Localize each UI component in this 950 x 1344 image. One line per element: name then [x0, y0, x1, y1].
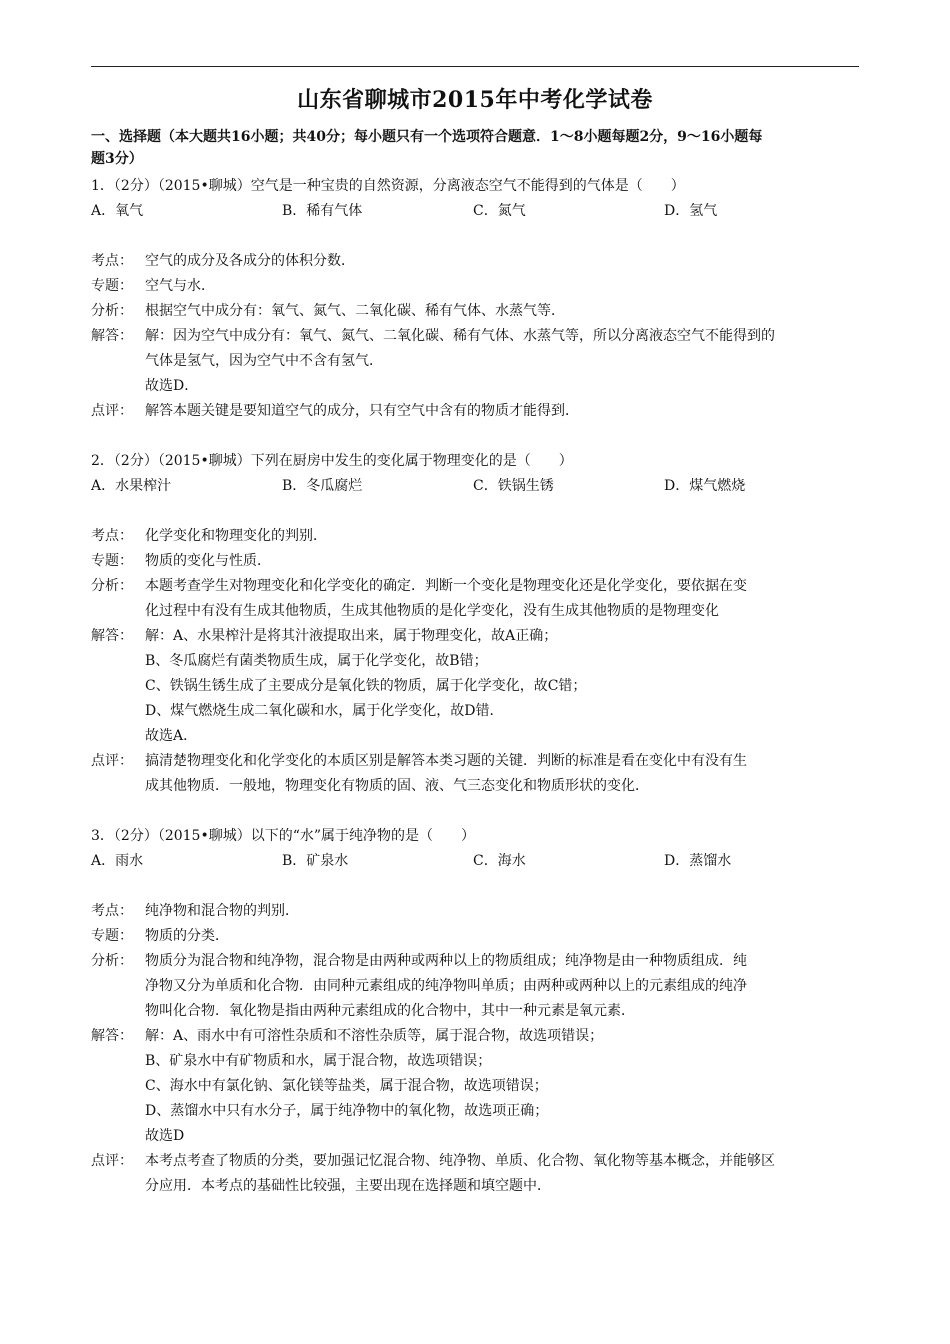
option-b: B．稀有气体 [282, 203, 363, 219]
question-stem: 3．（2分）（2015•聊城）以下的“水”属于纯净物的是（ ） [91, 828, 476, 844]
section-heading-line: 题3分） [91, 151, 143, 167]
analysis-text: 本考点考查了物质的分类，要加强记忆混合物、纯净物、单质、化合物、氧化物等基本概念，并能够区 [145, 1153, 775, 1169]
question-options [91, 474, 861, 499]
analysis-label: 解答： [91, 628, 133, 644]
option-b: B．冬瓜腐烂 [282, 478, 363, 494]
option-b: B．矿泉水 [282, 853, 349, 869]
analysis-text: B、冬瓜腐烂有菌类物质生成，属于化学变化，故B错； [145, 653, 488, 669]
analysis-text: 解答本题关键是要知道空气的成分，只有空气中含有的物质才能得到． [145, 403, 579, 419]
analysis-text: 物质的分类． [145, 928, 229, 944]
question-3 [91, 824, 861, 1199]
analysis-fenxi [91, 299, 861, 324]
option-a: A．氧气 [91, 203, 144, 219]
analysis-label: 解答： [91, 1028, 133, 1044]
analysis-dianping [91, 399, 861, 424]
analysis-text: 化学变化和物理变化的判别． [145, 528, 327, 544]
analysis-text: 故选A． [145, 728, 198, 744]
analysis-text: 搞清楚物理变化和化学变化的本质区别是解答本类习题的关键．判断的标准是看在变化中有没有生 [145, 753, 747, 769]
analysis-text: 本题考查学生对物理变化和化学变化的确定．判断一个变化是物理变化还是化学变化，要依据在变 [145, 578, 747, 594]
analysis-dianping [91, 749, 861, 799]
analysis-text: 物质分为混合物和纯净物，混合物是由两种或两种以上的物质组成；纯净物是由一种物质组成．纯 [145, 953, 747, 969]
analysis-kaodian [91, 899, 861, 924]
analysis-jieda [91, 1024, 861, 1149]
analysis-label: 分析： [91, 953, 133, 969]
option-c: C．铁锅生锈 [473, 478, 554, 494]
analysis-fenxi [91, 574, 861, 624]
analysis-text: 分应用．本考点的基础性比较强，主要出现在选择题和填空题中． [145, 1178, 551, 1194]
analysis-text: D、蒸馏水中只有水分子，属于纯净物中的氧化物，故选项正确； [145, 1103, 549, 1119]
analysis-kaodian [91, 524, 861, 549]
analysis-text: 成其他物质．一般地，物理变化有物质的固、液、气三态变化和物质形状的变化． [145, 778, 649, 794]
analysis-text: 化过程中有没有生成其他物质，生成其他物质的是化学变化，没有生成其他物质的是物理变化 [145, 603, 719, 619]
question-1 [91, 174, 861, 424]
analysis-text: 物叫化合物．氧化物是指由两种元素组成的化合物中，其中一种元素是氧元素． [145, 1003, 635, 1019]
analysis-text: 解：A、水果榨汁是将其汁液提取出来，属于物理变化，故A正确； [145, 628, 558, 644]
analysis-dianping [91, 1149, 861, 1199]
section-heading [91, 126, 861, 170]
analysis-text: 物质的变化与性质． [145, 553, 271, 569]
analysis-fenxi [91, 949, 861, 1024]
analysis-text: 气体是氢气，因为空气中不含有氢气． [145, 353, 383, 369]
option-d: D．煤气燃烧 [664, 478, 746, 494]
analysis-jieda [91, 324, 861, 399]
option-c: C．海水 [473, 853, 526, 869]
analysis-text: 解：因为空气中成分有：氧气、氮气、二氧化碳、稀有气体、水蒸气等，所以分离液态空气不能得到的 [145, 328, 775, 344]
analysis-text: 空气与水． [145, 278, 215, 294]
analysis-text: C、海水中有氯化钠、氯化镁等盐类，属于混合物，故选项错误； [145, 1078, 548, 1094]
option-c: C．氮气 [473, 203, 526, 219]
question-2 [91, 449, 861, 799]
analysis-text: C、铁锅生锈生成了主要成分是氧化铁的物质，属于化学变化，故C错； [145, 678, 587, 694]
analysis-text: 空气的成分及各成分的体积分数． [145, 253, 355, 269]
analysis-label: 专题： [91, 278, 133, 294]
question-options [91, 199, 861, 224]
option-d: D．氢气 [664, 203, 718, 219]
option-a: A．雨水 [91, 853, 144, 869]
analysis-text: 根据空气中成分有：氧气、氮气、二氧化碳、稀有气体、水蒸气等． [145, 303, 565, 319]
analysis-label: 专题： [91, 553, 133, 569]
question-stem: 2．（2分）（2015•聊城）下列在厨房中发生的变化属于物理变化的是（ ） [91, 453, 573, 469]
section-heading-line: 一、选择题（本大题共16小题；共40分；每小题只有一个选项符合题意．1～8小题每题2分，9～16小题每 [91, 129, 763, 145]
analysis-label: 解答： [91, 328, 133, 344]
analysis-text: D、煤气燃烧生成二氧化碳和水，属于化学变化，故D错． [145, 703, 504, 719]
analysis-label: 考点： [91, 528, 133, 544]
analysis-text: 故选D [145, 1128, 185, 1144]
page-title: 山东省聊城市2015年中考化学试卷 [297, 87, 653, 113]
analysis-label: 专题： [91, 928, 133, 944]
analysis-label: 考点： [91, 903, 133, 919]
header-rule [91, 66, 859, 67]
option-a: A．水果榨汁 [91, 478, 172, 494]
analysis-label: 考点： [91, 253, 133, 269]
analysis-text: 故选D． [145, 378, 199, 394]
analysis-zhuanti [91, 274, 861, 299]
analysis-kaodian [91, 249, 861, 274]
analysis-zhuanti [91, 924, 861, 949]
option-d: D．蒸馏水 [664, 853, 732, 869]
analysis-label: 分析： [91, 303, 133, 319]
question-options [91, 849, 861, 874]
analysis-label: 点评： [91, 403, 133, 419]
analysis-jieda [91, 624, 861, 749]
question-list [91, 174, 861, 1199]
analysis-text: 纯净物和混合物的判别． [145, 903, 299, 919]
analysis-text: 解：A、雨水中有可溶性杂质和不溶性杂质等，属于混合物，故选项错误； [145, 1028, 604, 1044]
analysis-label: 点评： [91, 1153, 133, 1169]
analysis-label: 点评： [91, 753, 133, 769]
analysis-zhuanti [91, 549, 861, 574]
question-stem: 1．（2分）（2015•聊城）空气是一种宝贵的自然资源，分离液态空气不能得到的气体是（ ） [91, 178, 685, 194]
analysis-text: 净物又分为单质和化合物．由同种元素组成的纯净物叫单质；由两种或两种以上的元素组成的纯净 [145, 978, 747, 994]
analysis-label: 分析： [91, 578, 133, 594]
analysis-text: B、矿泉水中有矿物质和水，属于混合物，故选项错误； [145, 1053, 492, 1069]
